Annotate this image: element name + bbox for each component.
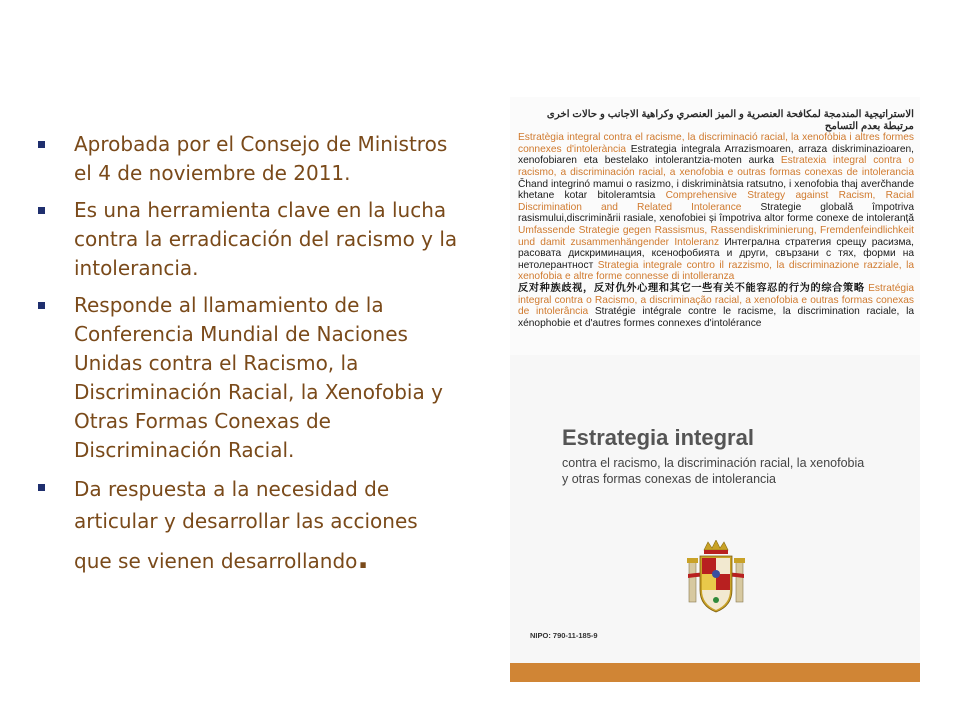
cover-subtitle-line: y otras formas conexas de intolerancia [562,472,776,486]
coat-of-arms-icon [686,540,746,616]
title-romanian: Strategie globală împotriva rasismului,discriminării rasiale, xenofobiei și împotriva altor forme conexe de intoleranță [518,201,914,225]
bullet-item [36,130,466,188]
bullet-text: Es una herramienta clave en la lucha contra la erradicación del racismo y la intolerancia. [74,198,458,280]
title-french: Stratégie intégrale contre le racisme, la discrimination raciale, la xénophobie et d'autres formes connexes d'intolérance [518,306,914,329]
title-bulgarian: Интегрална стратегия срещу расизма, расовата дискриминация, ксенофобията и други, свързани с тях, форми на нетолерантност [518,236,914,271]
nipo-code: NIPO: 790-11-185-9 [530,631,598,640]
bullet-text: Aprobada por el Consejo de Ministros el 4 de noviembre de 2011. [74,132,448,185]
title-portuguese: Estratégia integral contra o Racismo, a discriminação racial, a xenofobia e outras formas conexas de intolerância [518,282,915,318]
cover-multilingual-panel [510,97,920,355]
cover-subtitle-line: contra el racismo, la discriminación racial, la xenofobia [562,456,865,470]
bullet-marker [38,141,45,148]
title-catalan: Estratègia integral contra el racisme, la discriminació racial, la xenofòbia i altres formes connexes d'intolerància [518,132,914,155]
bullet-list [36,130,466,585]
bullet-text: Responde al llamamiento de la Conferencia Mundial de Naciones Unidas contra el Racismo, la Discriminación Racial, la Xenofobia y Otras Formas Conexas de Discriminación Racial. [74,293,443,462]
title-german: Umfassende Strategie gegen Rassismus, Rassendiskriminierung, Fremdenfeindlichkeit und damit zusammenhängender Intoleranz [518,224,914,248]
document-cover-image [510,97,920,682]
bullet-item [36,196,466,283]
cover-main-panel [510,355,920,665]
cover-subtitle [562,455,902,487]
bullet-end-text: que se vienen desarrollando [74,549,358,573]
bullet-end-dot: . [357,541,369,576]
title-romani: Čhand integrinó mamui o rasizmo, i diskriminàtsia ratsutno, i xenofobia thaj averčhande khetane kotar bitoleramtsia [518,178,914,202]
bullet-marker [38,302,45,309]
title-arabic: الاستراتيجية المندمجة لمكافحة العنصرية و الميز العنصري وكراهية الاجانب و حالات اخرى مرتبطة بعدم التسامح [546,109,914,132]
title-english: Comprehensive Strategy against Racism, Racial Discrimination and Related Intolerance [518,190,914,213]
cover-accent-bar [510,663,920,682]
bullet-item [36,473,466,577]
multilingual-title-block [518,109,914,329]
bullet-marker [38,207,45,214]
title-chinese: 反对种族歧视，反对仇外心理和其它一些有关不能容忍的行为的综合策略 [518,282,865,294]
title-basque: Estrategia integrala Arrazismoaren, arraza diskriminazioaren, xenofobiaren eta bestelako intolerantzia-moten aurka [518,143,914,167]
title-galician: Estratexia integral contra o racismo, a discriminación racial, a xenofobia e outras formas conexas de intolerancia [518,155,915,178]
bullet-marker [38,484,45,491]
cover-title: Estrategia integral [562,425,754,450]
title-italian: Strategia integrale contro il razzismo, la discriminazione razziale, la xenofobia e altre forme connesse di intolleranza [518,259,914,283]
bullet-text: Da respuesta a la necesidad de articular y desarrollar las acciones [74,477,418,533]
bullet-text-end [74,543,466,577]
bullet-item [36,291,466,465]
